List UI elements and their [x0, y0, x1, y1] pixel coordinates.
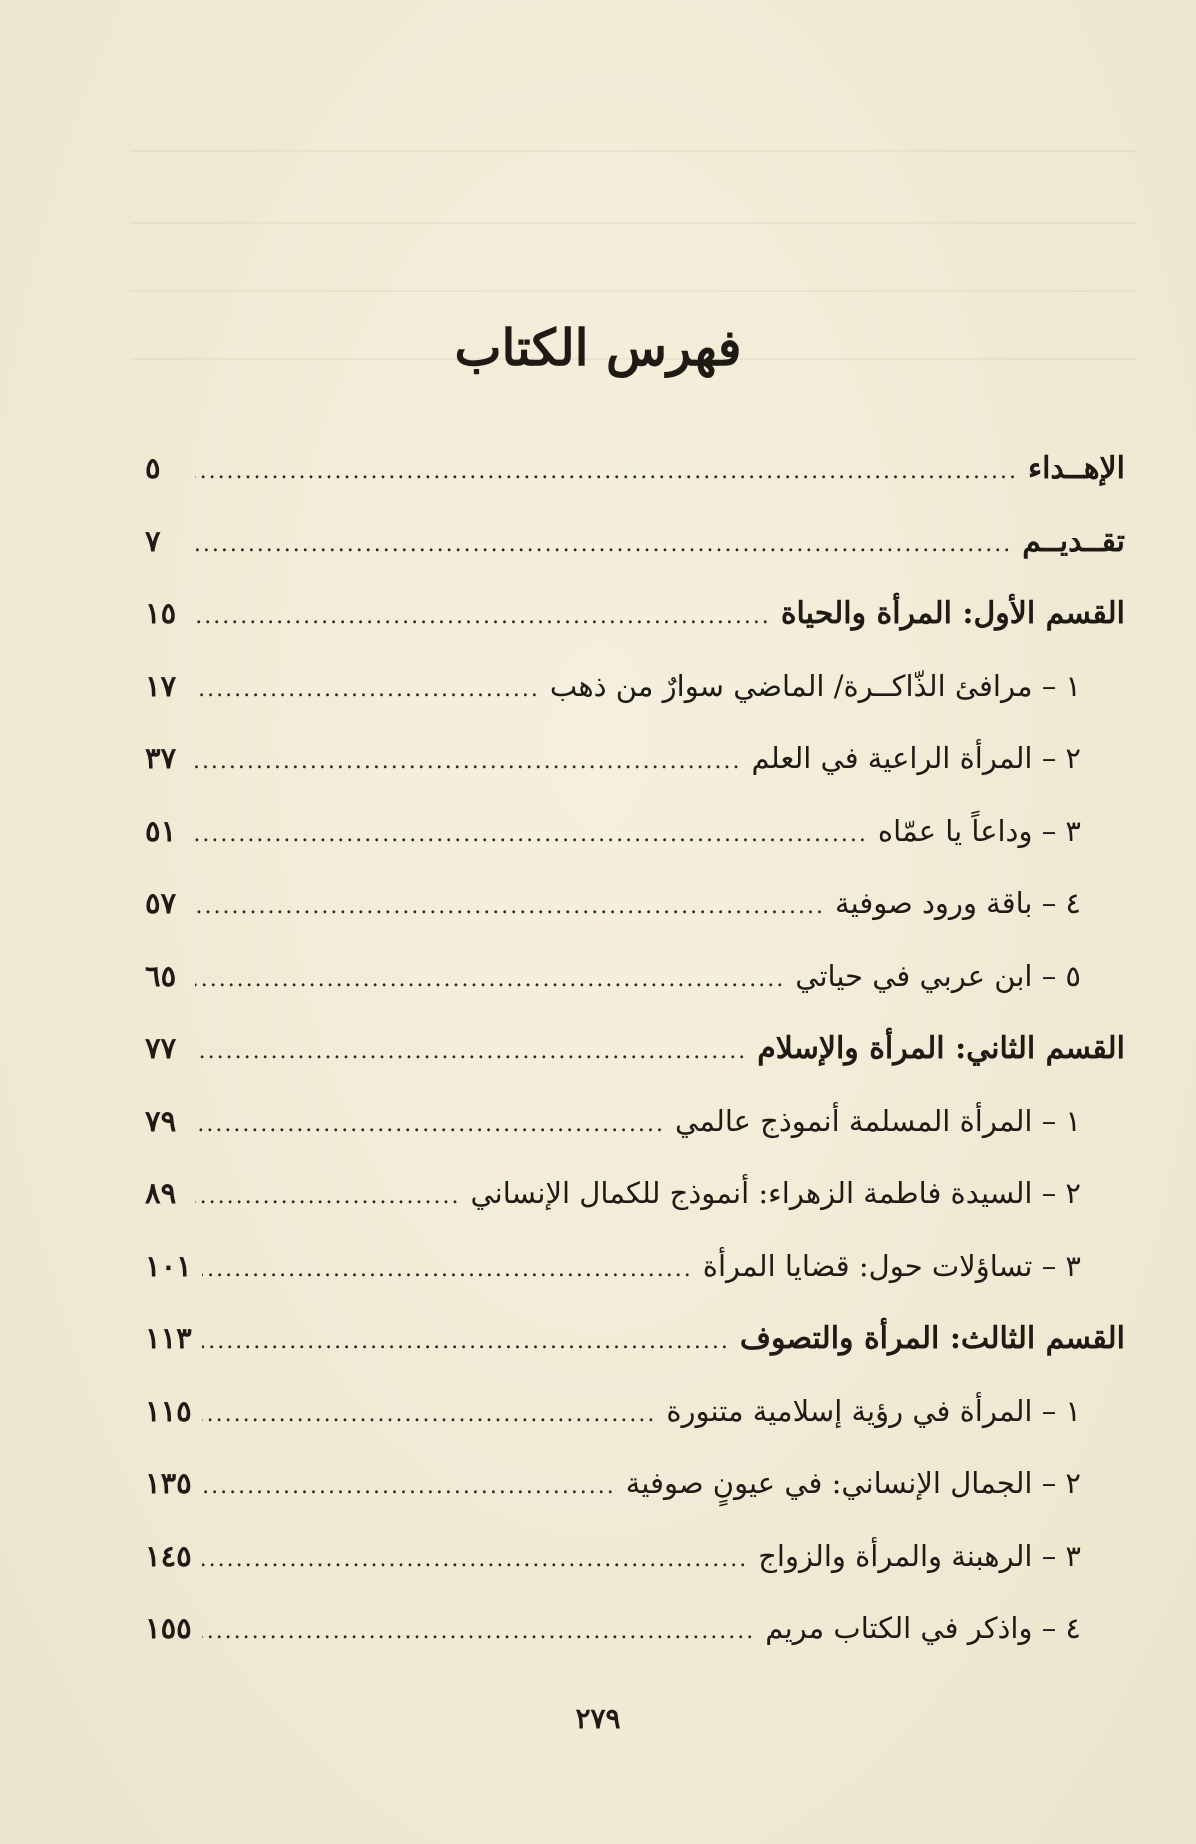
bleed-through-line — [130, 222, 1136, 224]
toc-page-number: ٧٩ — [145, 1103, 177, 1138]
toc-section-row — [145, 448, 1125, 521]
toc-item-row — [145, 1536, 1125, 1609]
toc-entry-label: ٢ – السيدة فاطمة الزهراء: أنموذج للكمال الإنساني — [470, 1176, 1081, 1210]
dot-leader — [195, 815, 868, 855]
toc-page-number: ٥٧ — [145, 886, 177, 920]
toc-item-row — [145, 883, 1125, 956]
bleed-through-line — [130, 290, 1136, 292]
toc-entry-label: ٢ – الجمال الإنساني: في عيونٍ صوفية — [625, 1466, 1081, 1500]
toc-page-number: ٨٩ — [145, 1176, 177, 1210]
toc-entry-label: ٤ – باقة ورود صوفية — [835, 886, 1081, 920]
toc-section-row — [145, 521, 1125, 594]
toc-page-number: ١١٣ — [145, 1321, 192, 1355]
table-of-contents — [145, 448, 1125, 1681]
toc-item-row — [145, 1463, 1125, 1536]
toc-entry-label: ٥ – ابن عربي في حياتي — [795, 958, 1081, 993]
toc-item-row — [145, 738, 1125, 811]
toc-entry-label: ٣ – وداعاً يا عمّاه — [877, 813, 1081, 848]
dot-leader — [202, 1322, 730, 1362]
dot-leader — [202, 1540, 748, 1580]
toc-item-row — [145, 956, 1125, 1029]
toc-page-number: ٧ — [145, 523, 161, 558]
dot-leader — [202, 1395, 657, 1435]
dot-leader — [195, 742, 742, 782]
dot-leader — [195, 1177, 460, 1217]
dot-leader — [195, 887, 825, 927]
dot-leader — [195, 670, 540, 710]
dot-leader — [195, 597, 771, 637]
page-title: فهرس الكتاب — [454, 318, 742, 377]
page-number: ٢٧٩ — [575, 1702, 621, 1735]
toc-page-number: ١١٥ — [145, 1393, 192, 1428]
toc-page-number: ١٥ — [145, 596, 177, 630]
toc-page-number: ١٧ — [145, 668, 177, 703]
toc-page-number: ٣٧ — [145, 741, 177, 775]
toc-entry-label: ١ – المرأة المسلمة أنموذج عالمي — [675, 1103, 1081, 1138]
toc-section-row — [145, 593, 1125, 666]
toc-entry-label: ٣ – الرهبنة والمرأة والزواج — [758, 1538, 1081, 1573]
toc-item-row — [145, 1246, 1125, 1319]
bleed-through-line — [130, 150, 1136, 152]
toc-item-row — [145, 1391, 1125, 1464]
toc-page-number: ٥ — [145, 451, 161, 485]
toc-item-row — [145, 1173, 1125, 1246]
toc-entry-label: تقــديــم — [1022, 523, 1125, 559]
dot-leader — [195, 960, 785, 1000]
toc-page-number: ٦٥ — [145, 958, 177, 993]
dot-leader — [202, 1612, 756, 1652]
dot-leader — [195, 452, 1018, 492]
dot-leader — [202, 1467, 616, 1507]
dot-leader — [195, 1105, 665, 1145]
toc-page-number: ١٠١ — [145, 1248, 192, 1283]
toc-entry-label: ٤ – واذكر في الكتاب مريم — [765, 1611, 1081, 1645]
toc-item-row — [145, 811, 1125, 884]
toc-entry-label: ١ – مرافئ الذّاكــرة/ الماضي سوارٌ من ذهب — [549, 668, 1081, 703]
toc-entry-label: ٣ – تساؤلات حول: قضايا المرأة — [702, 1248, 1081, 1283]
toc-section-row — [145, 1028, 1125, 1101]
toc-item-row — [145, 1101, 1125, 1174]
toc-item-row — [145, 666, 1125, 739]
dot-leader — [195, 1032, 747, 1072]
toc-page-number: ٧٧ — [145, 1031, 177, 1065]
toc-entry-label: القسم الثاني: المرأة والإسلام — [757, 1031, 1125, 1066]
dot-leader — [195, 525, 1012, 565]
dot-leader — [202, 1250, 693, 1290]
toc-page-number: ٥١ — [145, 813, 177, 848]
toc-entry-label: ٢ – المرأة الراعية في العلم — [751, 741, 1081, 775]
toc-item-row — [145, 1608, 1125, 1681]
toc-entry-label: القسم الثالث: المرأة والتصوف — [739, 1321, 1125, 1356]
toc-page-number: ١٥٥ — [145, 1611, 192, 1645]
toc-page-number: ١٤٥ — [145, 1538, 192, 1573]
toc-section-row — [145, 1318, 1125, 1391]
toc-page-number: ١٣٥ — [145, 1466, 192, 1500]
toc-entry-label: الإهــداء — [1027, 451, 1125, 486]
toc-entry-label: القسم الأول: المرأة والحياة — [780, 596, 1125, 631]
toc-entry-label: ١ – المرأة في رؤية إسلامية متنورة — [666, 1393, 1081, 1428]
